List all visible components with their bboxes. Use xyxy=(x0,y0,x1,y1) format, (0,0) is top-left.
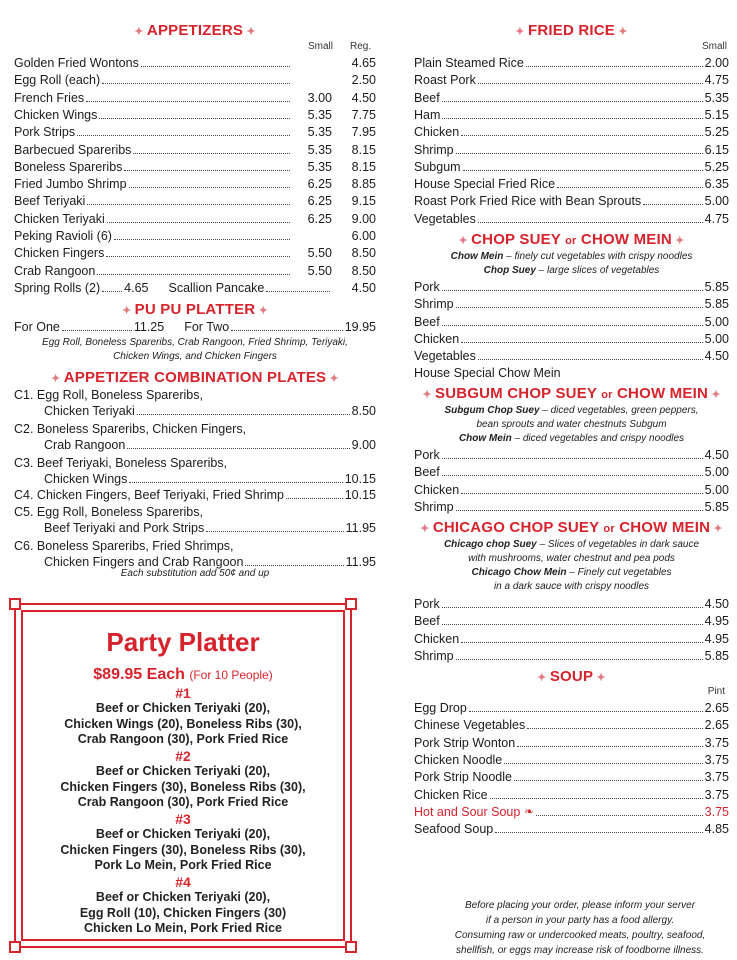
dot-leader xyxy=(478,222,703,223)
appetizer-row xyxy=(14,124,376,140)
platter-line: Beef or Chicken Teriyaki (20), xyxy=(95,701,271,715)
fried-rice-row xyxy=(414,107,729,123)
item-price: 4.50 xyxy=(704,349,729,364)
dot-leader xyxy=(517,746,702,747)
dot-leader xyxy=(469,711,703,712)
item-price-reg: 6.00 xyxy=(351,229,376,243)
ornament-icon: ✦ xyxy=(537,672,550,684)
item-price: 5.85 xyxy=(704,280,729,294)
appetizer-row xyxy=(14,245,376,261)
item-price-reg: 4.50 xyxy=(351,90,376,105)
appetizer-row xyxy=(14,55,376,71)
dot-leader xyxy=(206,531,343,532)
item-name: Shrimp xyxy=(414,648,454,663)
platter-number: #3 xyxy=(175,811,191,827)
item-price-small: 5.35 xyxy=(307,125,332,140)
size-label-small: Small xyxy=(701,41,727,52)
item-price-small: 5.35 xyxy=(307,142,332,157)
chicago-row xyxy=(414,613,729,629)
item-name: Chicken Wings xyxy=(14,107,98,122)
fried-rice-row xyxy=(414,193,729,209)
combo-line: C1. Egg Roll, Boneless Spareribs, xyxy=(14,388,203,402)
dot-leader xyxy=(129,482,342,483)
platter-line: Pork Lo Mein, Pork Fried Rice xyxy=(94,858,272,872)
combo-price: 10.15 xyxy=(344,472,376,486)
dot-leader xyxy=(286,498,343,499)
item-price-reg: 8.50 xyxy=(351,246,376,261)
item-name: Pork xyxy=(414,597,440,611)
item-price-reg: 7.75 xyxy=(351,107,376,122)
dot-leader xyxy=(97,274,290,275)
item-name: Boneless Spareribs xyxy=(14,159,123,174)
dot-leader xyxy=(504,763,702,764)
item-name: Subgum xyxy=(414,159,461,174)
appetizers-heading: ✦ APPETIZERS ✦ xyxy=(134,22,256,39)
chop-suey-row xyxy=(414,279,729,295)
party-platter-box xyxy=(14,603,352,948)
dot-leader xyxy=(99,118,290,119)
item-name: Shrimp xyxy=(414,142,454,157)
appetizer-row xyxy=(14,72,376,88)
soup-row xyxy=(414,769,729,785)
combo-line: Chicken Fingers and Crab Rangoon xyxy=(44,555,244,569)
item-name: Peking Ravioli (6) xyxy=(14,229,112,243)
chop-suey-row xyxy=(414,331,729,347)
item-price-reg: 4.65 xyxy=(351,56,376,70)
platter-line: Beef or Chicken Teriyaki (20), xyxy=(95,764,271,778)
item-price: 4.85 xyxy=(704,822,729,837)
item-price-reg: 9.15 xyxy=(351,194,376,209)
dot-leader xyxy=(141,66,290,67)
dot-leader xyxy=(478,83,703,84)
dot-leader xyxy=(442,101,703,102)
item-name: Beef xyxy=(414,90,440,105)
dot-leader xyxy=(106,256,290,257)
chicago-desc-4: in a dark sauce with crispy noodles xyxy=(493,581,650,592)
fried-rice-row xyxy=(414,55,729,71)
item-price-reg: 2.50 xyxy=(351,73,376,88)
disclaimer-line: Before placing your order, please inform your server xyxy=(464,900,696,911)
dot-leader xyxy=(456,153,703,154)
item-name: Chicken xyxy=(414,331,460,346)
dot-leader xyxy=(127,448,349,449)
spring-roll-row: Spring Rolls (2) 4.65 Scallion Pancake 4.50 xyxy=(14,281,376,295)
subgum-row xyxy=(414,482,729,498)
ornament-icon: ✦ xyxy=(710,523,723,535)
pupu-note-1: Egg Roll, Boneless Spareribs, Crab Rangoon, Fried Shrimp, Teriyaki, xyxy=(42,337,348,348)
item-price: 2.65 xyxy=(704,701,729,715)
combo-row xyxy=(14,403,376,419)
dot-leader xyxy=(137,414,350,415)
item-price: 5.00 xyxy=(704,314,729,329)
appetizer-row xyxy=(14,176,376,192)
item-name: Beef xyxy=(414,314,440,329)
item-price-small: 6.25 xyxy=(307,194,332,209)
item-price-reg: 8.85 xyxy=(351,177,376,192)
item-name: Egg Drop xyxy=(414,701,467,715)
combo-price: 8.50 xyxy=(351,404,376,418)
item-price: 5.85 xyxy=(704,297,729,312)
item-name: House Special Fried Rice xyxy=(414,177,556,192)
item-name: Plain Steamed Rice xyxy=(414,56,524,70)
item-price: 5.85 xyxy=(704,499,729,514)
dot-leader xyxy=(461,493,702,494)
appetizer-row xyxy=(14,142,376,158)
size-label-pint: Pint xyxy=(707,686,725,697)
platter-line: Chicken Fingers (30), Boneless Ribs (30), xyxy=(60,842,306,857)
item-name: Vegetables xyxy=(414,349,476,364)
pupu-heading: ✦ PU PU PLATTER ✦ xyxy=(121,301,269,318)
ornament-icon: ✦ xyxy=(255,305,269,317)
soup-row xyxy=(414,804,729,820)
pupu-row: For One 11.25 For Two 19.95 xyxy=(14,320,376,334)
combo-row xyxy=(14,487,376,503)
dot-leader xyxy=(86,101,290,102)
platter-line: Beef or Chicken Teriyaki (20), xyxy=(95,827,271,841)
dot-leader xyxy=(456,659,703,660)
item-name: Chicken xyxy=(414,125,460,140)
combo-heading: ✦ APPETIZER COMBINATION PLATES ✦ xyxy=(51,369,339,386)
chop-suey-row xyxy=(414,296,729,312)
chow-mein-desc: Chow Mein – finely cut vegetables with crispy noodles xyxy=(450,251,693,262)
dot-leader xyxy=(77,135,290,136)
ornament-icon: ✦ xyxy=(420,523,433,535)
dot-leader xyxy=(456,510,703,511)
fried-rice-heading: ✦ FRIED RICE ✦ xyxy=(515,22,628,39)
ornament-icon: ✦ xyxy=(243,26,256,38)
dot-leader xyxy=(557,187,703,188)
combo-row xyxy=(14,471,376,487)
item-name: Pork xyxy=(414,280,440,294)
soup-row xyxy=(414,735,729,751)
item-price-reg: 8.50 xyxy=(351,263,376,278)
item-price-reg: 8.15 xyxy=(351,142,376,157)
party-platter-title: Party Platter xyxy=(106,627,260,657)
item-price: 5.25 xyxy=(704,159,729,174)
appetizer-row xyxy=(14,263,376,279)
dot-leader xyxy=(461,642,702,643)
soup-row xyxy=(414,700,729,716)
item-price: 4.95 xyxy=(704,614,729,629)
item-name: Pork Strips xyxy=(14,125,76,140)
corner-ornament xyxy=(345,598,357,610)
item-name: Golden Fried Wontons xyxy=(14,56,139,70)
dot-leader xyxy=(495,832,702,833)
ornament-icon: ✦ xyxy=(515,26,528,38)
fried-rice-row xyxy=(414,124,729,140)
item-price: 5.00 xyxy=(704,331,729,346)
item-price-reg: 9.00 xyxy=(351,211,376,226)
fried-rice-row xyxy=(414,211,729,227)
item-price-small: 5.50 xyxy=(307,246,332,261)
dot-leader xyxy=(442,290,703,291)
soup-heading: ✦ SOUP ✦ xyxy=(537,668,606,685)
item-name: Chicken Rice xyxy=(414,787,488,802)
dot-leader xyxy=(463,170,703,171)
item-price-small: 5.35 xyxy=(307,107,332,122)
corner-ornament xyxy=(345,941,357,953)
platter-line: Beef or Chicken Teriyaki (20), xyxy=(95,890,271,904)
dot-leader xyxy=(490,798,703,799)
item-price: 6.35 xyxy=(704,177,729,192)
item-price: 4.50 xyxy=(704,448,729,462)
soup-row xyxy=(414,821,729,837)
item-price: 4.75 xyxy=(704,211,729,226)
item-price: 5.85 xyxy=(704,648,729,663)
item-price-reg: 7.95 xyxy=(351,125,376,140)
item-price-small: 5.35 xyxy=(307,159,332,174)
combo-row xyxy=(14,437,376,453)
item-price: 3.75 xyxy=(704,752,729,767)
item-price: 5.25 xyxy=(704,125,729,140)
platter-line: Chicken Lo Mein, Pork Fried Rice xyxy=(84,921,282,935)
chicago-row xyxy=(414,631,729,647)
item-name: Chicken Teriyaki xyxy=(14,211,105,226)
item-price-small: 3.00 xyxy=(307,90,332,105)
dot-leader xyxy=(442,607,703,608)
subgum-row xyxy=(414,464,729,480)
dot-leader xyxy=(129,187,290,188)
dot-leader xyxy=(461,342,702,343)
item-price: 4.50 xyxy=(704,597,729,611)
appetizer-row xyxy=(14,159,376,175)
chicago-desc-1: Chicago chop Suey – Slices of vegetables in dark sauce xyxy=(443,539,700,550)
corner-ornament xyxy=(9,598,21,610)
item-price: 6.15 xyxy=(704,142,729,157)
dot-leader xyxy=(643,204,702,205)
item-price: 3.75 xyxy=(704,787,729,802)
house-special-row: House Special Chow Mein xyxy=(414,366,561,380)
dot-leader xyxy=(442,624,703,625)
item-name: Chicken xyxy=(414,482,460,497)
combo-price: 10.15 xyxy=(344,488,376,502)
platter-number: #2 xyxy=(175,748,191,764)
ornament-icon: ✦ xyxy=(671,235,685,247)
item-name: Hot and Sour Soup xyxy=(414,804,521,819)
item-name: Pork Strip Wonton xyxy=(414,735,516,750)
dot-leader xyxy=(478,359,703,360)
fried-rice-row xyxy=(414,72,729,88)
item-price: 5.00 xyxy=(704,482,729,497)
combo-line: Chicken Teriyaki xyxy=(44,404,135,418)
chicago-row xyxy=(414,648,729,664)
chop-suey-desc: Chop Suey – large slices of vegetables xyxy=(483,265,660,276)
dot-leader xyxy=(87,204,290,205)
item-price: 3.75 xyxy=(704,770,729,785)
item-price: 2.00 xyxy=(704,56,729,70)
item-price-small: 5.50 xyxy=(307,263,332,278)
platter-number: #1 xyxy=(175,685,191,701)
item-name: Chinese Vegetables xyxy=(414,718,526,733)
item-price: 3.75 xyxy=(704,804,729,819)
dot-leader xyxy=(124,170,290,171)
item-name: Egg Roll (each) xyxy=(14,73,101,88)
item-name: Roast Pork xyxy=(414,73,476,88)
item-name: Chicken Noodle xyxy=(414,752,503,767)
dot-leader xyxy=(526,66,703,67)
combo-line: Crab Rangoon xyxy=(44,438,126,452)
fried-rice-row xyxy=(414,90,729,106)
combo-line: Beef Teriyaki and Pork Strips xyxy=(44,521,205,535)
ornament-icon: ✦ xyxy=(422,389,436,401)
combo-line: C5. Egg Roll, Boneless Spareribs, xyxy=(14,505,203,519)
item-price: 5.35 xyxy=(704,90,729,105)
appetizer-row xyxy=(14,90,376,106)
dot-leader xyxy=(442,325,703,326)
allergy-disclaimer xyxy=(430,898,730,958)
fried-rice-row xyxy=(414,142,729,158)
item-name: Beef Teriyaki xyxy=(14,194,86,209)
dot-leader xyxy=(527,728,702,729)
combo-line: C2. Boneless Spareribs, Chicken Fingers, xyxy=(14,422,247,436)
item-price-small: 6.25 xyxy=(307,211,332,226)
appetizer-row xyxy=(14,107,376,123)
ornament-icon: ✦ xyxy=(707,389,721,401)
item-name: Vegetables xyxy=(414,211,476,226)
platter-line: Chicken Fingers (30), Boneless Ribs (30), xyxy=(60,779,306,794)
platter-line: Crab Rangoon (30), Pork Fried Rice xyxy=(77,795,289,809)
dot-leader xyxy=(102,83,290,84)
item-name: Beef xyxy=(414,614,440,629)
disclaimer-line: Consuming raw or undercooked meats, poultry, seafood, xyxy=(454,930,706,941)
corner-ornament xyxy=(9,941,21,953)
ornament-icon: ✦ xyxy=(615,26,628,38)
chicago-desc-2: with mushrooms, water chestnut and pea pods xyxy=(468,553,675,564)
item-name: Barbecued Spareribs xyxy=(14,142,132,157)
combo-line: C6. Boneless Spareribs, Fried Shrimps, xyxy=(14,539,234,553)
appetizer-row xyxy=(14,211,376,227)
subgum-desc-2: bean sprouts and water chestnuts Subgum xyxy=(476,419,667,430)
item-price-small: 6.25 xyxy=(307,177,332,192)
dot-leader xyxy=(514,780,703,781)
soup-row xyxy=(414,787,729,803)
platter-line: Chicken Wings (20), Boneless Ribs (30), xyxy=(64,716,302,731)
item-name: Crab Rangoon xyxy=(14,263,96,278)
combo-row xyxy=(14,520,376,536)
combo-note: Each substitution add 50¢ and up xyxy=(120,568,270,579)
item-price: 2.65 xyxy=(704,718,729,733)
pupu-note-2: Chicken Wings, and Chicken Fingers xyxy=(113,351,277,362)
ornament-icon: ✦ xyxy=(593,672,606,684)
combo-price: 9.00 xyxy=(351,438,376,452)
item-price: 4.75 xyxy=(704,73,729,88)
chop-suey-row xyxy=(414,314,729,330)
dot-leader xyxy=(442,458,703,459)
dot-leader xyxy=(107,222,290,223)
combo-line: C3. Beef Teriyaki, Boneless Spareribs, xyxy=(14,456,228,470)
item-price-reg: 8.15 xyxy=(351,159,376,174)
combo-line: Chicken Wings xyxy=(44,472,128,486)
item-name: Roast Pork Fried Rice with Bean Sprouts xyxy=(414,194,642,209)
item-name: Seafood Soup xyxy=(414,822,494,837)
item-name: Shrimp xyxy=(414,297,454,312)
platter-number: #4 xyxy=(175,874,191,890)
party-platter-price: $89.95 Each (For 10 People) xyxy=(93,666,273,683)
subgum-heading: ✦ SUBGUM CHOP SUEY or CHOW MEIN ✦ xyxy=(422,385,721,402)
chicago-row xyxy=(414,596,729,612)
dot-leader xyxy=(536,815,703,816)
subgum-row xyxy=(414,499,729,515)
ornament-icon: ✦ xyxy=(51,373,64,385)
item-name: Ham xyxy=(414,107,441,122)
item-name: French Fries xyxy=(14,90,85,105)
disclaimer-line: if a person in your party has a food allergy. xyxy=(485,915,675,926)
subgum-desc-3: Chow Mein – diced vegetables and crispy noodles xyxy=(458,433,685,444)
combo-price: 11.95 xyxy=(345,555,376,569)
item-price: 4.95 xyxy=(704,631,729,646)
item-name: Shrimp xyxy=(414,499,454,514)
chop-suey-heading: ✦ CHOP SUEY or CHOW MEIN ✦ xyxy=(458,231,685,248)
dot-leader xyxy=(442,475,703,476)
item-name: Pork Strip Noodle xyxy=(414,770,512,785)
chop-suey-row xyxy=(414,348,729,364)
soup-row xyxy=(414,717,729,733)
ornament-icon: ✦ xyxy=(326,373,339,385)
item-name: Chicken Fingers xyxy=(14,246,105,261)
dot-leader xyxy=(133,153,290,154)
soup-row xyxy=(414,752,729,768)
dot-leader xyxy=(456,307,703,308)
fried-rice-row xyxy=(414,159,729,175)
chicago-heading: ✦ CHICAGO CHOP SUEY or CHOW MEIN ✦ xyxy=(420,519,723,536)
item-price: 5.00 xyxy=(704,194,729,209)
chicago-desc-3: Chicago Chow Mein – Finely cut vegetables xyxy=(471,567,672,578)
size-label-reg: Reg. xyxy=(350,41,372,52)
item-price: 5.00 xyxy=(704,465,729,480)
subgum-desc-1: Subgum Chop Suey – diced vegetables, green peppers, xyxy=(444,405,699,416)
ornament-icon: ✦ xyxy=(121,305,135,317)
item-price: 3.75 xyxy=(704,735,729,750)
item-name: Chicken xyxy=(414,631,460,646)
disclaimer-line: shellfish, or eggs may increase risk of foodborne illness. xyxy=(456,945,704,956)
dot-leader xyxy=(442,118,702,119)
combo-price: 11.95 xyxy=(345,521,376,535)
appetizer-row xyxy=(14,193,376,209)
item-name: Fried Jumbo Shrimp xyxy=(14,177,127,192)
chili-pepper-icon: ❧ xyxy=(524,805,534,818)
dot-leader xyxy=(461,135,702,136)
ornament-icon: ✦ xyxy=(134,26,147,38)
platter-line: Crab Rangoon (30), Pork Fried Rice xyxy=(77,732,289,746)
appetizer-row xyxy=(14,228,376,244)
fried-rice-row xyxy=(414,176,729,192)
dot-leader xyxy=(114,239,290,240)
combo-line: C4. Chicken Fingers, Beef Teriyaki, Fried Shrimp xyxy=(14,488,285,502)
platter-line: Egg Roll (10), Chicken Fingers (30) xyxy=(79,905,287,920)
ornament-icon: ✦ xyxy=(458,235,472,247)
size-label-small: Small xyxy=(308,41,334,52)
item-name: Pork xyxy=(414,448,440,462)
item-name: Beef xyxy=(414,465,440,480)
item-price: 5.15 xyxy=(704,107,729,122)
subgum-row xyxy=(414,447,729,463)
